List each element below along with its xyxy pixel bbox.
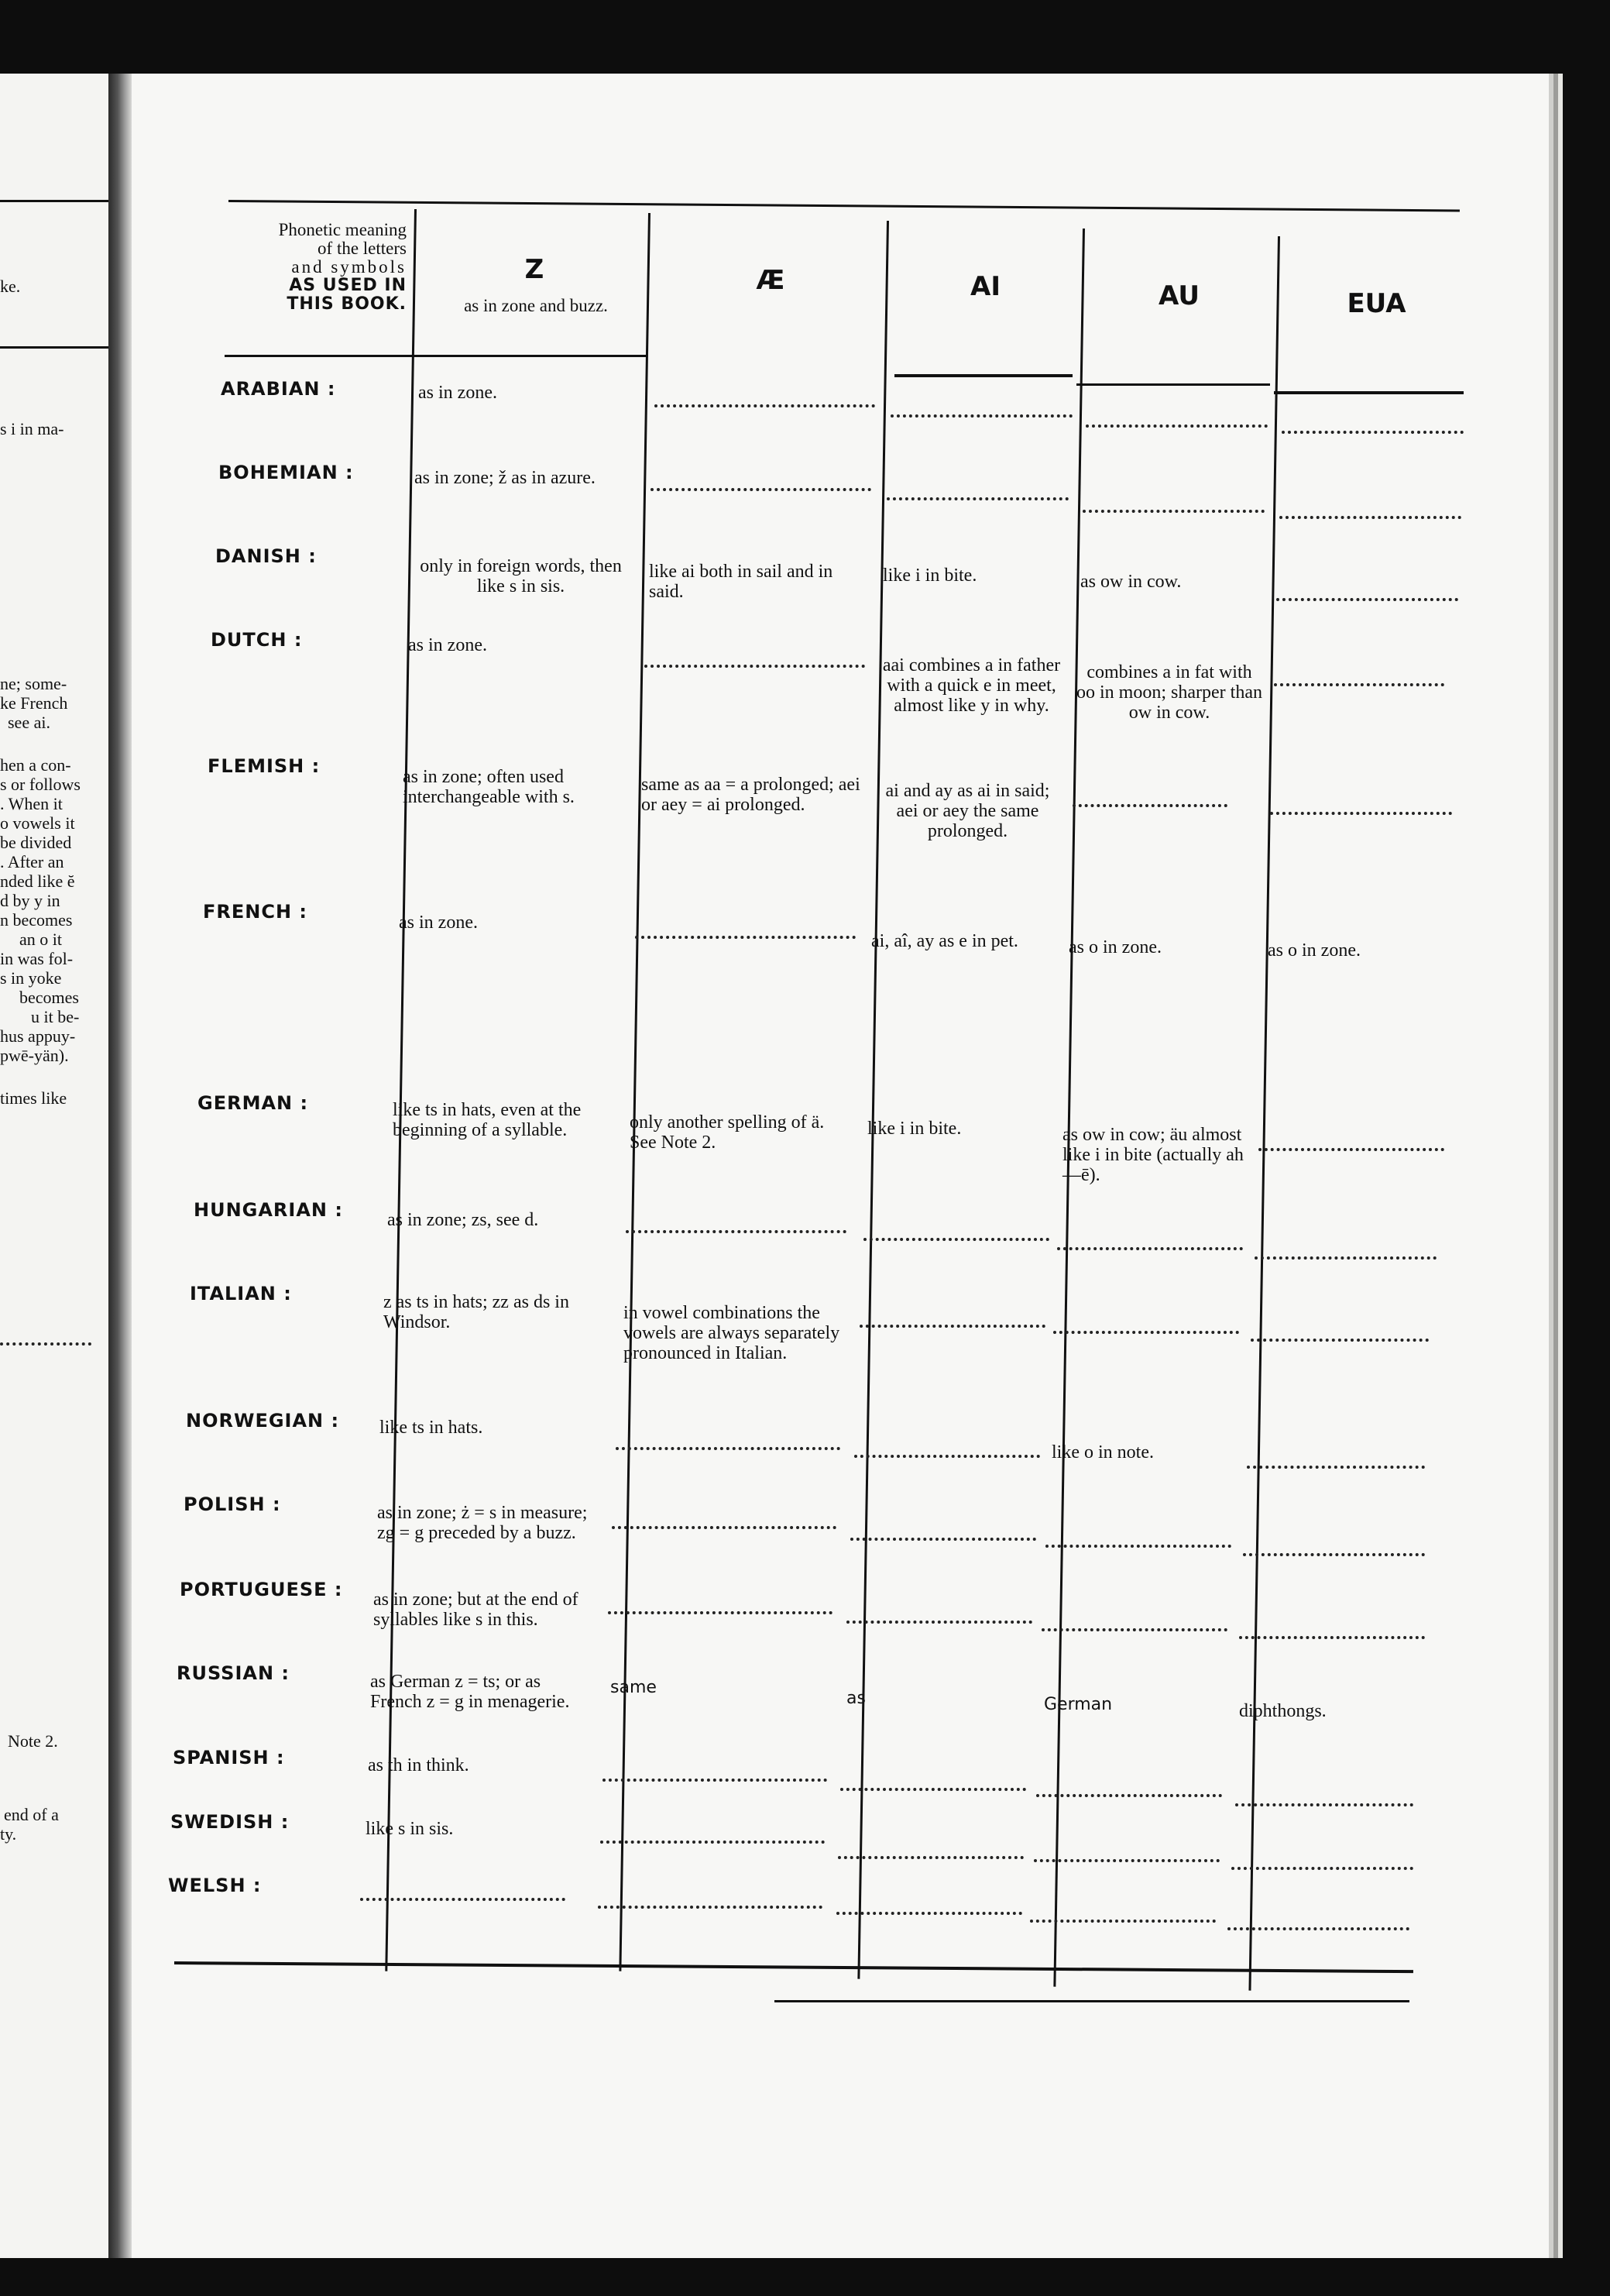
empty-cell-leader bbox=[891, 414, 1073, 418]
left-page-fragment: ke French bbox=[0, 693, 68, 713]
header-rule bbox=[1076, 383, 1270, 386]
book-gutter bbox=[108, 74, 132, 2258]
page-foot-rule bbox=[774, 2000, 1409, 2002]
empty-cell-leader bbox=[1086, 424, 1268, 428]
cell-au: like o in note. bbox=[1052, 1442, 1154, 1462]
left-page-fragment: Note 2. bbox=[8, 1731, 58, 1751]
header-rule bbox=[894, 374, 1073, 377]
empty-cell-leader bbox=[654, 404, 875, 407]
empty-cell-leader bbox=[1227, 1927, 1409, 1930]
empty-cell-leader bbox=[612, 1526, 836, 1529]
empty-cell-leader bbox=[1247, 1466, 1425, 1469]
cell-ae: like ai both in sail and in said. bbox=[649, 562, 833, 602]
cell-z: as in zone. bbox=[408, 635, 487, 655]
row-label-danish: DANISH : bbox=[215, 545, 317, 567]
empty-cell-leader bbox=[850, 1538, 1036, 1541]
header-rule bbox=[1274, 391, 1464, 394]
empty-cell-leader bbox=[854, 1455, 1040, 1458]
left-page-fragment: . After an bbox=[0, 852, 64, 871]
empty-cell-leader bbox=[846, 1621, 1032, 1624]
cell-z: as in zone; but at the end of syllables like s in this. bbox=[373, 1590, 578, 1630]
left-page-fragment: s i in ma- bbox=[0, 419, 64, 438]
left-page-fragment: times like bbox=[0, 1088, 67, 1108]
cell-eua: diphthongs. bbox=[1239, 1701, 1327, 1721]
empty-cell-leader bbox=[860, 1325, 1045, 1328]
empty-cell-leader bbox=[840, 1788, 1026, 1791]
empty-cell-leader bbox=[1258, 1148, 1444, 1151]
left-page-fragment: s in yoke bbox=[0, 968, 62, 988]
header-rule bbox=[225, 355, 647, 357]
column-head-au: AU bbox=[1159, 280, 1200, 311]
empty-cell-leader bbox=[838, 1856, 1024, 1859]
left-page-fragment: u it be- bbox=[31, 1007, 80, 1026]
empty-cell-leader bbox=[1036, 1794, 1222, 1797]
left-page-fragment: be divided bbox=[0, 833, 72, 852]
empty-cell-leader bbox=[1274, 683, 1444, 686]
left-page-dotted-leader bbox=[0, 1342, 91, 1346]
left-page-fragment: ne; some- bbox=[0, 674, 67, 693]
empty-cell-leader bbox=[1083, 510, 1265, 513]
left-page-fragment: see ai. bbox=[8, 713, 50, 732]
column-head-eua: EUA bbox=[1347, 288, 1406, 319]
empty-cell-leader bbox=[616, 1447, 840, 1450]
row-label-welsh: WELSH : bbox=[168, 1875, 262, 1896]
empty-cell-leader bbox=[626, 1230, 846, 1233]
left-page-fragment: ty. bbox=[0, 1824, 17, 1844]
left-page-fragment: o vowels it bbox=[0, 813, 75, 833]
cell-z: as in zone; often used interchangeable with s. bbox=[403, 767, 575, 807]
empty-cell-leader bbox=[1282, 431, 1464, 434]
cell-au: German bbox=[1044, 1695, 1113, 1714]
row-label-polish: POLISH : bbox=[184, 1493, 281, 1515]
empty-cell-leader bbox=[644, 665, 865, 668]
cell-z: as in zone; zs, see d. bbox=[387, 1210, 539, 1230]
cell-ai: like i in bite. bbox=[867, 1119, 962, 1139]
left-page-rule bbox=[0, 200, 108, 202]
cell-z: as in zone; ż = s in measure; zg = g preceded by a buzz. bbox=[377, 1503, 588, 1543]
empty-cell-leader bbox=[635, 936, 856, 939]
row-label-russian: RUSSIAN : bbox=[177, 1662, 290, 1684]
cell-ae: only another spelling of ä. See Note 2. bbox=[630, 1112, 825, 1153]
empty-cell-leader bbox=[600, 1841, 825, 1844]
left-page-fragment: hus appuy- bbox=[0, 1026, 76, 1046]
empty-cell-leader bbox=[608, 1611, 832, 1614]
left-page-fragment: d by y in bbox=[0, 891, 60, 910]
cell-z: like ts in hats. bbox=[379, 1418, 483, 1438]
column-subtitle-z: as in zone and buzz. bbox=[464, 296, 608, 315]
cell-ae: same as aa = a prolonged; aei or aey = ai prolonged. bbox=[641, 775, 860, 815]
left-page-fragment: end of a bbox=[4, 1805, 59, 1824]
left-page-fragment: an o it bbox=[19, 930, 62, 949]
empty-cell-leader bbox=[863, 1238, 1049, 1241]
row-label-norwegian: NORWEGIAN : bbox=[186, 1410, 340, 1432]
cell-ae: same bbox=[610, 1678, 657, 1697]
corner-header bbox=[221, 221, 407, 314]
cell-ai: ai, aî, ay as e in pet. bbox=[871, 931, 1018, 951]
row-label-portuguese: PORTUGUESE : bbox=[180, 1579, 343, 1600]
cell-z: as in zone; ž as in azure. bbox=[414, 468, 596, 488]
cell-au: as ow in cow; äu almost like i in bite (actually ah—ē). bbox=[1062, 1125, 1244, 1185]
left-page-fragment: . When it bbox=[0, 794, 63, 813]
corner-line: Phonetic meaning bbox=[278, 220, 407, 239]
empty-cell-leader bbox=[1279, 516, 1461, 519]
row-label-swedish: SWEDISH : bbox=[170, 1811, 290, 1833]
cell-z: as in zone. bbox=[399, 913, 478, 933]
empty-cell-leader bbox=[360, 1898, 565, 1901]
empty-cell-leader bbox=[1231, 1867, 1413, 1870]
empty-cell-leader bbox=[1255, 1256, 1437, 1260]
cell-z: like ts in hats, even at the beginning of a syllable. bbox=[393, 1100, 582, 1140]
cell-z: like s in sis. bbox=[366, 1819, 454, 1839]
cell-ai: as bbox=[846, 1689, 866, 1708]
cell-ai: aai combines a in father with a quick e in meet, almost like y in why. bbox=[882, 655, 1061, 716]
corner-line: THIS BOOK. bbox=[287, 294, 407, 314]
cell-au: as o in zone. bbox=[1069, 937, 1162, 957]
column-head-ai: AI bbox=[970, 271, 1001, 302]
cell-ai: like i in bite. bbox=[883, 565, 977, 586]
row-label-spanish: SPANISH : bbox=[173, 1747, 285, 1768]
left-page-rule bbox=[0, 346, 108, 349]
row-label-dutch: DUTCH : bbox=[211, 629, 303, 651]
empty-cell-leader bbox=[887, 497, 1069, 500]
left-page-fragment: hen a con- bbox=[0, 755, 71, 775]
column-head-ae: Æ bbox=[756, 265, 785, 296]
empty-cell-leader bbox=[1235, 1803, 1413, 1806]
cell-z: as in zone. bbox=[418, 383, 497, 403]
empty-cell-leader bbox=[598, 1906, 822, 1909]
row-label-bohemian: BOHEMIAN : bbox=[218, 462, 354, 483]
row-label-german: GERMAN : bbox=[197, 1092, 309, 1114]
left-page-fragment: nded like ĕ bbox=[0, 871, 75, 891]
empty-cell-leader bbox=[1276, 598, 1458, 601]
empty-cell-leader bbox=[1045, 1545, 1231, 1548]
row-label-italian: ITALIAN : bbox=[190, 1283, 292, 1304]
left-page-fragment: becomes bbox=[19, 988, 79, 1007]
cell-ai: ai and ay as ai in said; aei or aey the same prolonged. bbox=[885, 781, 1050, 841]
cell-z: z as ts in hats; zz as ds in Windsor. bbox=[383, 1292, 569, 1332]
row-label-arabian: ARABIAN : bbox=[221, 378, 336, 400]
row-label-french: FRENCH : bbox=[203, 901, 308, 923]
left-page-fragment: ke. bbox=[0, 277, 21, 296]
left-page-fragment: s or follows bbox=[0, 775, 81, 794]
cell-z: as German z = ts; or as French z = g in menagerie. bbox=[370, 1672, 570, 1712]
empty-cell-leader bbox=[1053, 1331, 1239, 1334]
empty-cell-leader bbox=[1243, 1553, 1425, 1556]
left-page-fragment: n becomes bbox=[0, 910, 73, 930]
empty-cell-leader bbox=[1251, 1339, 1429, 1342]
empty-cell-leader bbox=[1057, 1247, 1243, 1250]
cell-z: as th in think. bbox=[368, 1755, 469, 1775]
corner-line: and symbols bbox=[291, 257, 407, 277]
empty-cell-leader bbox=[1239, 1636, 1425, 1639]
row-label-hungarian: HUNGARIAN : bbox=[194, 1199, 343, 1221]
empty-cell-leader bbox=[1042, 1628, 1227, 1631]
cell-au: as ow in cow. bbox=[1080, 572, 1182, 592]
empty-cell-leader bbox=[1034, 1859, 1220, 1862]
empty-cell-leader bbox=[651, 488, 871, 491]
left-page-fragment: in was fol- bbox=[0, 949, 74, 968]
column-head-z: Z bbox=[524, 254, 544, 285]
empty-cell-leader bbox=[1030, 1920, 1216, 1923]
row-label-flemish: FLEMISH : bbox=[208, 755, 321, 777]
corner-line: of the letters bbox=[318, 239, 407, 258]
empty-cell-leader bbox=[602, 1779, 827, 1782]
right-page bbox=[132, 74, 1549, 2258]
cell-ae: in vowel combinations the vowels are always separately pronounced in Italian. bbox=[623, 1303, 840, 1363]
empty-cell-leader bbox=[836, 1912, 1022, 1915]
empty-cell-leader bbox=[1270, 812, 1452, 815]
left-page-fragment: pwē-yän). bbox=[0, 1046, 69, 1065]
cell-z: only in foreign words, then like s in sis. bbox=[420, 556, 622, 596]
cell-au: combines a in fat with oo in moon; sharper than ow in cow. bbox=[1076, 662, 1262, 723]
corner-line: AS USED IN bbox=[289, 276, 407, 295]
empty-cell-leader bbox=[1073, 804, 1227, 807]
cell-eua: as o in zone. bbox=[1268, 940, 1361, 961]
